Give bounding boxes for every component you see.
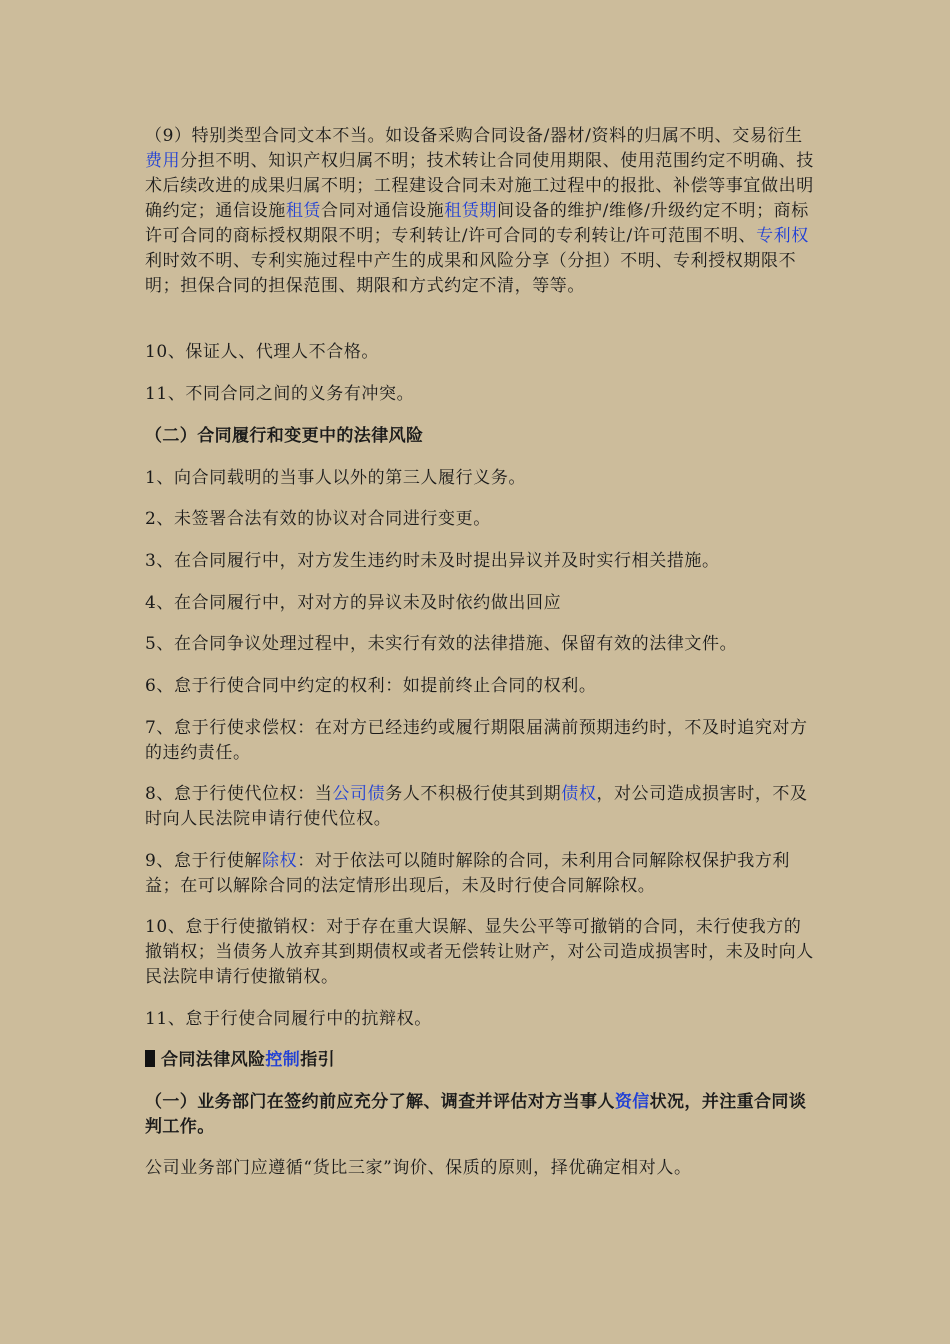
risk-item-7: 7、怠于行使求偿权：在对方已经违约或履行期限届满前预期违约时，不及时追究对方的违约责任。 (145, 718, 808, 763)
risk-item-4: 4、在合同履行中，对对方的异议未及时依约做出回应 (145, 593, 562, 613)
link-credit-standing[interactable]: 资信 (614, 1092, 650, 1112)
risk-item-1: 1、向合同载明的当事人以外的第三人履行义务。 (145, 468, 527, 488)
text: 状况，并注重合同谈判工作。 (145, 1092, 807, 1137)
risk-item-9 (145, 849, 817, 899)
subsection-heading-1 (145, 1090, 817, 1140)
text: 间设备的维护/维修/升级约定不明；商标许可合同的商标授权期限不明；专利转让/许可合同的专利转让/许可范围不明、 (145, 201, 809, 246)
section-heading-2: （二）合同履行和变更中的法律风险 (145, 426, 424, 446)
text: ，对公司造成损害时，不及时向人民法院申请行使代位权。 (145, 784, 808, 829)
risk-item-11: 11、怠于行使合同履行中的抗辩权。 (145, 1009, 432, 1029)
text: 利时效不明、专利实施过程中产生的成果和风险分享（分担）不明、专利授权期限不明；担保合同的担保范围、期限和方式约定不清，等等。 (145, 251, 797, 296)
risk-item-10: 10、怠于行使撤销权：对于存在重大误解、显失公平等可撤销的合同，未行使我方的撤销权；当债务人放弃其到期债权或者无偿转让财产，对公司造成损害时，未及时向人民法院申请行使撤销权。 (145, 917, 814, 987)
link-creditor-right[interactable]: 债权 (561, 784, 597, 804)
link-patent-right[interactable]: 专利权 (756, 226, 809, 246)
guidance-paragraph: 公司业务部门应遵循“货比三家”询价、保质的原则，择优确定相对人。 (145, 1158, 692, 1178)
text: 分担不明、知识产权归属不明；技术转让合同使用期限、使用范围约定不明确、技术后续改进的成果归属不明；工程建设合同未对施工过程中的报批、补偿等事宜做出明确约定；通信设施 (145, 151, 814, 221)
link-corporate-bond[interactable]: 公司债 (332, 784, 386, 804)
risk-item-3: 3、在合同履行中，对方发生违约时未及时提出异议并及时实行相关措施。 (145, 551, 720, 571)
item-11: 11、不同合同之间的义务有冲突。 (145, 384, 415, 404)
link-rescission-right[interactable]: 除权 (262, 851, 298, 871)
risk-item-8 (145, 782, 817, 832)
text: 8、怠于行使代位权：当 (145, 784, 333, 804)
text: 9、怠于行使解 (145, 851, 263, 871)
text: 合同法律风险 (161, 1050, 266, 1070)
link-lease-term[interactable]: 租赁期 (444, 201, 498, 221)
text: ：对于依法可以随时解除的合同，未利用合同解除权保护我方利益；在可以解除合同的法定情形出现后，未及时行使合同解除权。 (145, 851, 791, 896)
paragraph-9 (145, 124, 817, 299)
section-heading (145, 1048, 817, 1073)
text: 合同对通信设施 (321, 201, 445, 221)
link-fee[interactable]: 费用 (145, 151, 181, 171)
risk-item-6: 6、怠于行使合同中约定的权利：如提前终止合同的权利。 (145, 676, 597, 696)
link-control[interactable]: 控制 (265, 1050, 301, 1070)
risk-item-2: 2、未签署合法有效的协议对合同进行变更。 (145, 509, 491, 529)
text: （9）特别类型合同文本不当。如设备采购合同设备/器材/资料的归属不明、交易衍生 (145, 126, 803, 146)
risk-item-5: 5、在合同争议处理过程中，未实行有效的法律措施、保留有效的法律文件。 (145, 634, 738, 654)
text: （一）业务部门在签约前应充分了解、调查并评估对方当事人 (145, 1092, 615, 1112)
square-bullet-icon (145, 1050, 155, 1067)
text: 指引 (300, 1050, 336, 1070)
link-lease[interactable]: 租赁 (285, 201, 322, 221)
item-10: 10、保证人、代理人不合格。 (145, 342, 380, 362)
text: 务人不积极行使其到期 (385, 784, 562, 804)
